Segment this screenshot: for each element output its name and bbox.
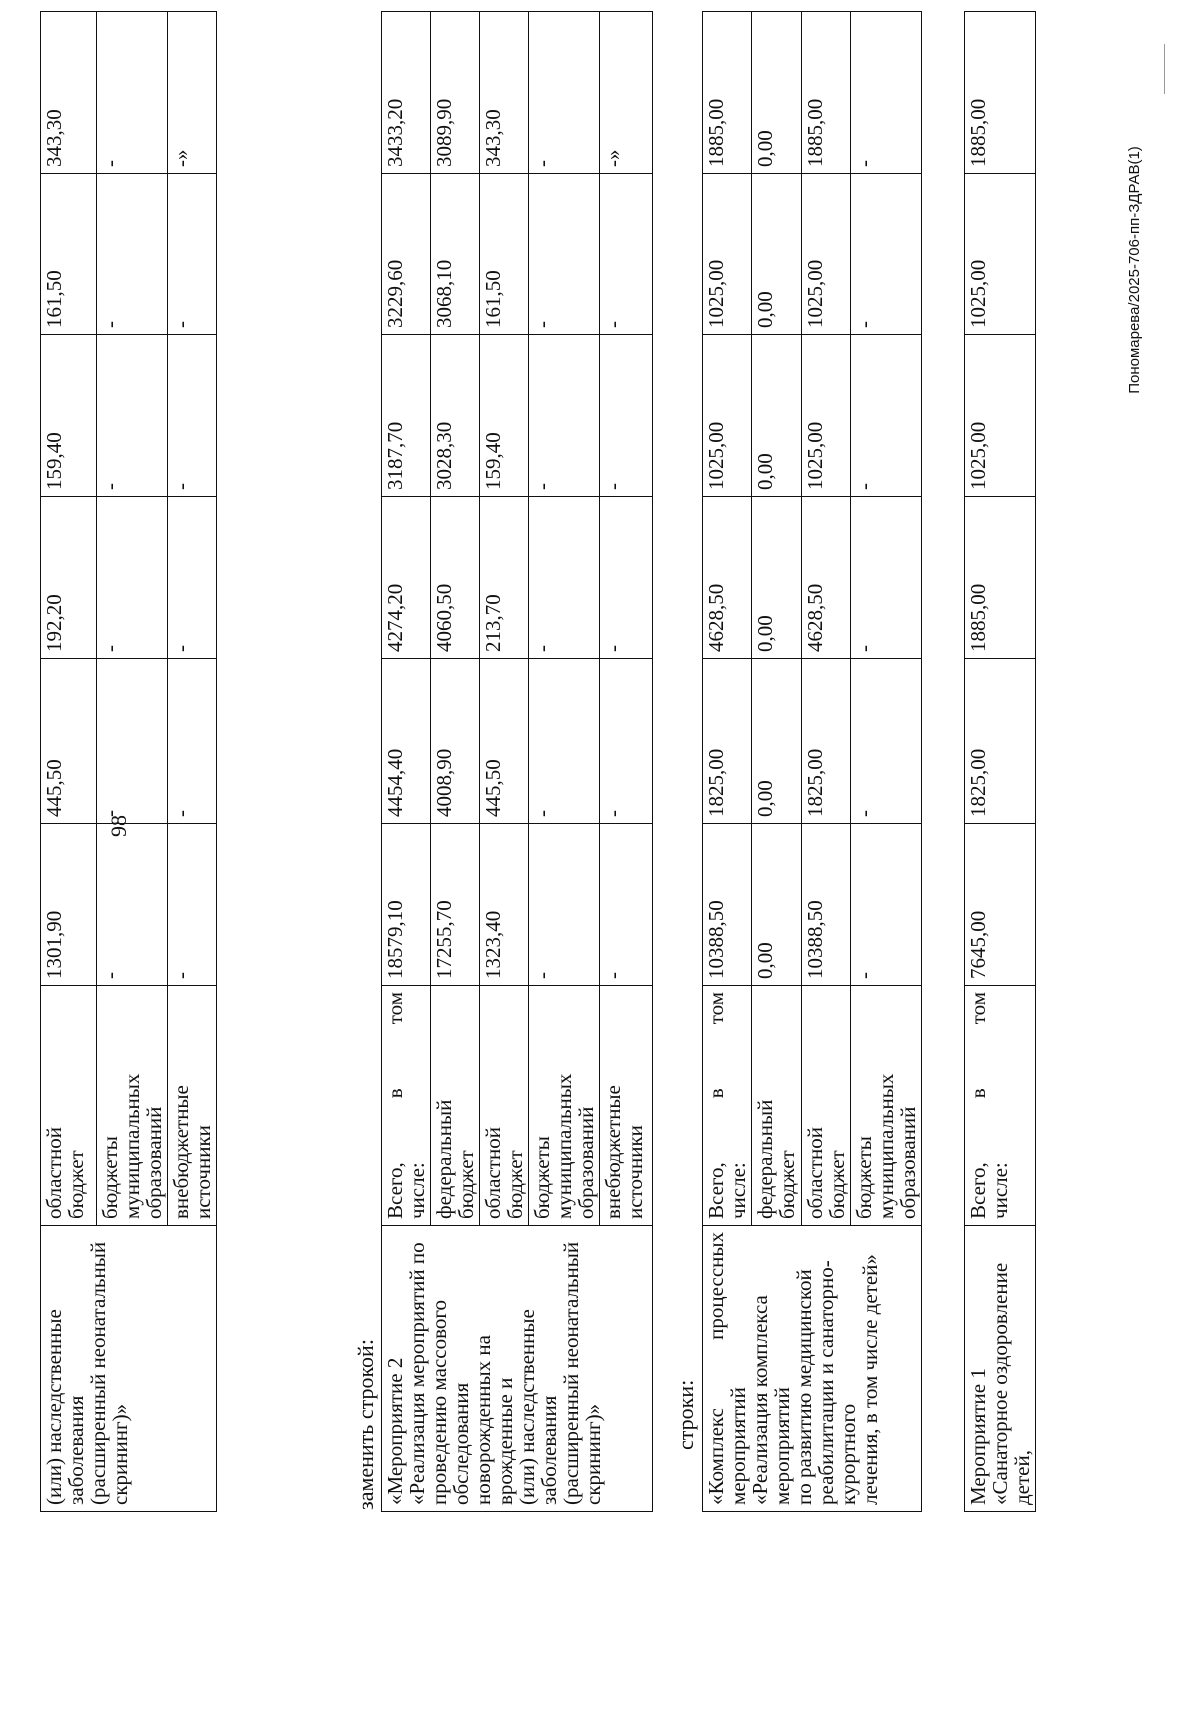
budget-table-2 [381,11,653,1512]
funding-source-cell [41,986,97,1226]
funding-source-line: числе: [726,1162,750,1219]
funding-source-line: бюджеты [98,1136,122,1219]
funding-source-line: источники [191,1125,215,1219]
funding-source-line: образований [142,1106,166,1219]
funding-source-cell [851,986,922,1226]
value-cell: 10388,50 [703,824,752,986]
value-cell: 1885,00 [802,12,851,174]
title-line: (или) наследственные заболевания [515,1309,561,1505]
title-line: скрининг)» [108,1403,132,1505]
value-cell: 1025,00 [965,334,1036,496]
funding-source-line: бюджет [64,1150,88,1219]
budget-table-3 [702,11,922,1512]
value-cell: - [529,12,600,174]
value-cell: - [168,497,217,659]
value-cell: 161,50 [480,174,529,335]
value-cell: 0,00 [752,659,802,824]
funding-source-cell [168,986,217,1226]
value-cell: - [97,174,168,335]
value-cell: 445,50 [480,659,529,824]
value-cell: 159,40 [41,335,97,497]
value-cell: 192,20 [41,497,97,659]
value-cell: - [600,174,653,335]
value-cell: - [168,174,217,335]
funding-source-cell [529,986,600,1226]
value-cell: 1301,90 [41,824,97,986]
title-line: «Санаторное оздоровление детей, [988,1262,1034,1505]
value-cell: - [600,497,653,659]
value-cell: 1025,00 [802,335,851,497]
replace-label: заменить строкой: [353,1339,378,1510]
value-cell: 1885,00 [965,496,1036,658]
funding-source-line: Всего, в том [704,992,728,1219]
page-number: 98 [106,815,131,837]
title-line: проведению массового обследования [427,1300,473,1505]
value-cell: - [97,497,168,659]
value-cell: 3229,60 [382,174,431,335]
funding-source-line: бюджеты [530,1136,554,1219]
funding-source-line: муниципальных [874,1073,898,1219]
value-cell: - [851,659,922,824]
value-cell: - [851,497,922,659]
funding-source-line: федеральный [753,1099,777,1219]
funding-source-line: числе: [405,1162,429,1219]
value-cell: 0,00 [752,335,802,497]
value-cell: 0,00 [752,12,802,174]
funding-source-cell [703,986,752,1226]
rows-label: строки: [673,1379,698,1450]
value-cell: 3028,30 [431,335,480,497]
table-row [41,12,97,1512]
value-cell: 3089,90 [431,12,480,174]
measure-title-cell [41,1226,217,1512]
funding-source-cell [97,986,168,1226]
value-cell: - [168,659,217,824]
value-cell: - [529,824,600,986]
title-line: по развитию медицинской [792,1269,816,1505]
value-cell: 1025,00 [703,335,752,497]
value-cell: - [97,335,168,497]
value-cell: - [529,497,600,659]
value-cell: - [851,824,922,986]
footer-code: Пономарева/2025-706-пп-ЗДРАВ(1) [1126,146,1143,394]
value-cell: - [97,824,168,986]
funding-source-line: образований [574,1106,598,1219]
value-cell: 4274,20 [382,497,431,659]
value-cell: - [851,174,922,335]
value-cell: - [529,335,600,497]
value-cell: 161,50 [41,174,97,335]
value-cell: -» [600,12,653,174]
title-line: «Реализация комплекса мероприятий [748,1295,794,1505]
funding-source-line: бюджеты [852,1136,876,1219]
value-cell: 343,30 [480,12,529,174]
funding-source-cell [431,986,480,1226]
value-cell: 445,50 [41,659,97,824]
value-cell: - [168,335,217,497]
table-row [965,11,1036,1511]
title-line: (расширенный неонатальный [86,1241,110,1505]
funding-source-line: муниципальных [552,1073,576,1219]
funding-source-line: образований [896,1106,920,1219]
funding-source-line: внебюджетные [601,1085,625,1219]
value-cell: 0,00 [752,824,802,986]
value-cell: 1825,00 [965,658,1036,823]
title-line: скрининг)» [581,1403,605,1505]
value-cell: 18579,10 [382,824,431,986]
value-cell: 4008,90 [431,659,480,824]
funding-source-line: числе: [988,1162,1012,1219]
measure-title-cell [703,1226,922,1512]
value-cell: 1025,00 [703,174,752,335]
value-cell: 4454,40 [382,659,431,824]
value-cell: 1885,00 [703,12,752,174]
title-line: «Реализация мероприятий по [405,1242,429,1505]
value-cell: - [529,659,600,824]
measure-title-cell [965,1225,1036,1511]
value-cell: 1323,40 [480,824,529,986]
title-line: (расширенный неонатальный [559,1241,583,1505]
value-cell: - [851,335,922,497]
value-cell: - [529,174,600,335]
funding-source-cell [802,986,851,1226]
funding-source-cell [600,986,653,1226]
value-cell: 0,00 [752,174,802,335]
title-line: реабилитации и санаторно-курортного [814,1260,860,1505]
funding-source-line: областной [42,1127,66,1219]
value-cell: 1885,00 [965,11,1036,173]
value-cell: 213,70 [480,497,529,659]
value-cell: 1025,00 [965,173,1036,334]
funding-source-line: муниципальных [120,1073,144,1219]
budget-table-4 [964,11,1036,1512]
value-cell: - [851,12,922,174]
value-cell: 7645,00 [965,823,1036,985]
value-cell: 1025,00 [802,174,851,335]
funding-source-cell [382,986,431,1226]
value-cell: 1825,00 [703,659,752,824]
title-line: новорожденных на врожденные и [471,1335,517,1505]
funding-source-cell [752,986,802,1226]
funding-source-line: федеральный [432,1099,456,1219]
funding-source-line: источники [623,1125,647,1219]
title-line: Мероприятие 1 [966,1368,990,1505]
funding-source-line: областной [481,1127,505,1219]
funding-source-line: бюджет [825,1150,849,1219]
edge-line [1164,44,1165,94]
value-cell: 4060,50 [431,497,480,659]
value-cell: 0,00 [752,497,802,659]
value-cell: 3187,70 [382,335,431,497]
funding-source-line: бюджет [454,1150,478,1219]
value-cell: - [600,659,653,824]
table-row [703,12,752,1512]
value-cell: 1825,00 [802,659,851,824]
value-cell: - [97,659,168,824]
title-line: лечения, в том числе детей» [858,1254,882,1505]
budget-table-1 [40,11,217,1512]
funding-source-cell [480,986,529,1226]
value-cell: - [97,12,168,174]
value-cell: - [600,824,653,986]
value-cell: 3068,10 [431,174,480,335]
title-line: «Мероприятие 2 [383,1357,407,1505]
funding-source-line: внебюджетные [169,1085,193,1219]
funding-source-line: областной [803,1127,827,1219]
title-line: (или) наследственные заболевания [42,1309,88,1505]
value-cell: 343,30 [41,12,97,174]
table-row [382,12,431,1512]
value-cell: 4628,50 [802,497,851,659]
title-line: «Комплекс процессных мероприятий [704,1232,750,1505]
value-cell: - [168,824,217,986]
value-cell: 17255,70 [431,824,480,986]
funding-source-line: бюджет [503,1150,527,1219]
value-cell: 159,40 [480,335,529,497]
value-cell: -» [168,12,217,174]
funding-source-line: бюджет [775,1150,799,1219]
funding-source-line: Всего, в том [383,992,407,1219]
funding-source-cell [965,985,1036,1225]
value-cell: 10388,50 [802,824,851,986]
value-cell: 3433,20 [382,12,431,174]
value-cell: - [600,335,653,497]
measure-title-cell [382,1226,653,1512]
funding-source-line: Всего, в том [966,991,990,1219]
value-cell: 4628,50 [703,497,752,659]
